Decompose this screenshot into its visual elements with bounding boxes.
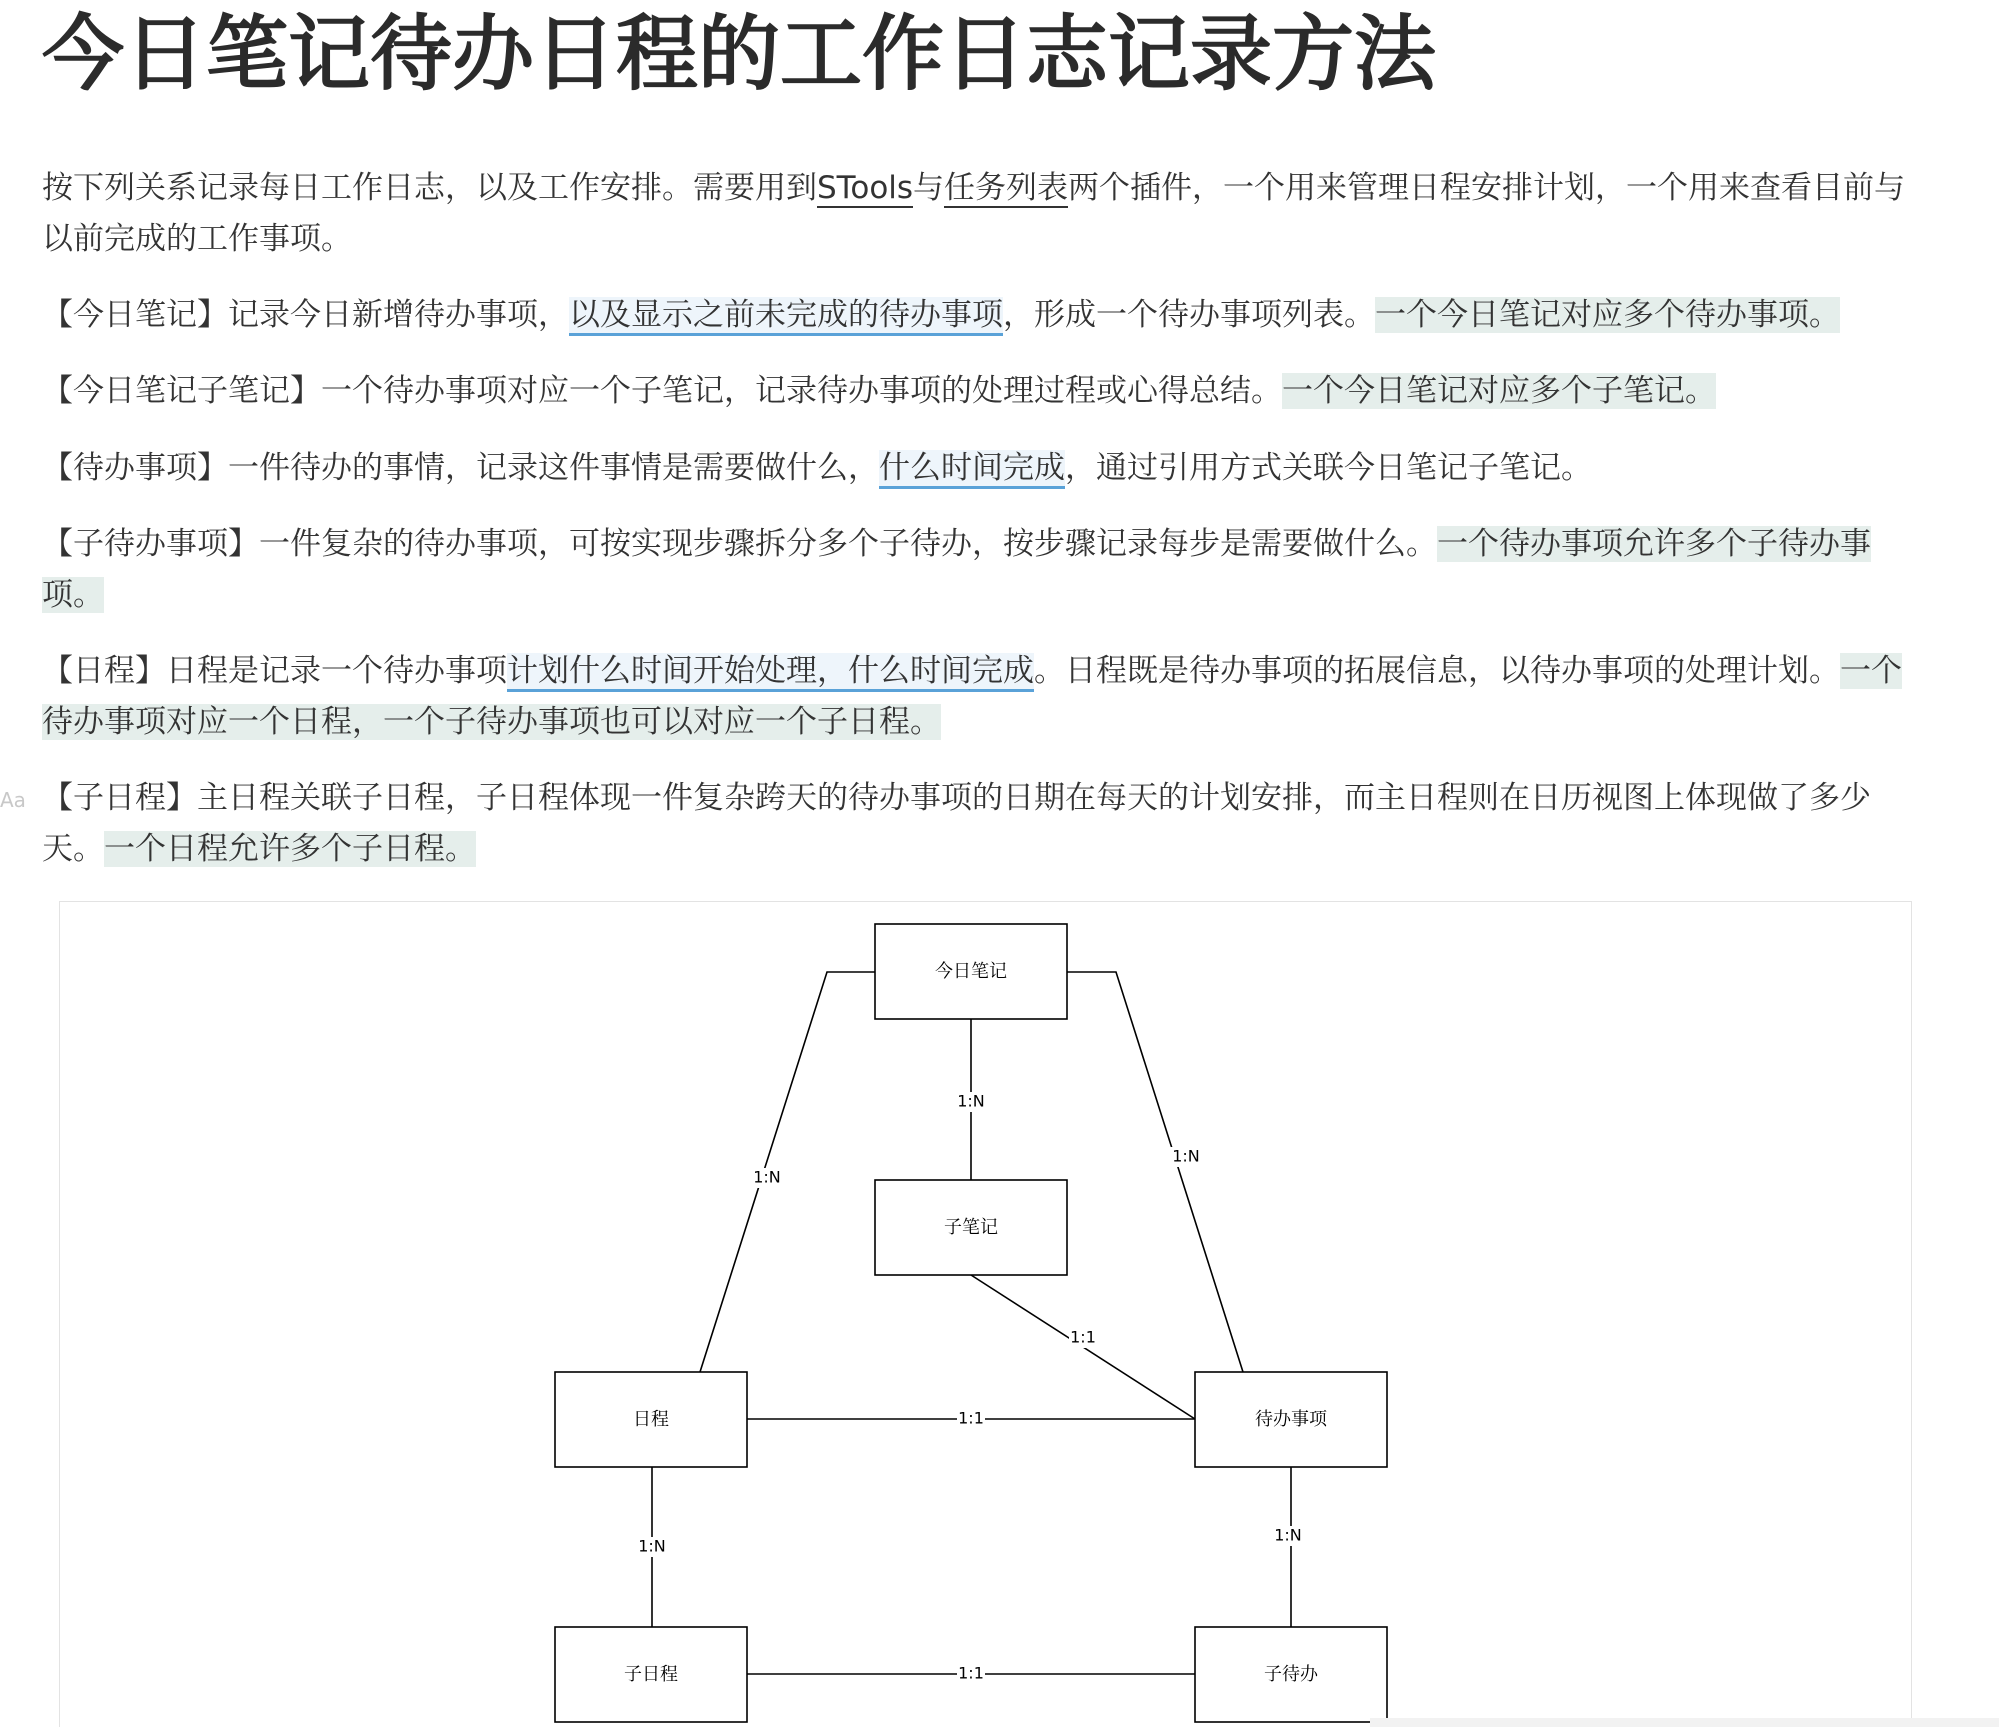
- paragraph-subtodo: [42, 519, 1932, 621]
- p5-highlight: 一个待办事项对应一个日程，一个子待办事项也可以对应一个子日程。: [42, 653, 1902, 740]
- node-todo-label: 待办事项: [1255, 1409, 1327, 1430]
- p1-highlight: 一个今日笔记对应多个待办事项。: [1375, 297, 1840, 333]
- p4-highlight: 一个待办事项允许多个子待办事项。: [42, 526, 1871, 613]
- edge-schedule-todo-label: 1:1: [958, 1408, 984, 1428]
- intro-text-2: 与: [913, 170, 945, 206]
- p1-text-2: ，形成一个待办事项列表。: [1003, 297, 1375, 333]
- text-format-icon[interactable]: Aa: [0, 788, 26, 812]
- node-today-label: 今日笔记: [935, 961, 1007, 982]
- p3-block-ref[interactable]: 什么时间完成: [879, 450, 1065, 489]
- node-subtodo-label: 子待办: [1264, 1664, 1318, 1685]
- edge-today-todo: [1067, 972, 1243, 1372]
- p5-text-2: 。日程既是待办事项的拓展信息，以待办事项的处理计划。: [1034, 653, 1840, 689]
- paragraph-todo: [42, 443, 1932, 494]
- p1-text-1: 【今日笔记】记录今日新增待办事项，: [42, 297, 569, 333]
- paragraph-schedule: [42, 646, 1932, 748]
- stools-link[interactable]: STools: [817, 170, 914, 206]
- paragraph-today-subnote: [42, 366, 1932, 417]
- bottom-scroll-shade: [1370, 1718, 1999, 1727]
- p1-block-ref[interactable]: 以及显示之前未完成的待办事项: [569, 297, 1003, 336]
- edge-subnote-todo-label: 1:1: [1070, 1327, 1096, 1347]
- edge-subschedule-subtodo-label: 1:1: [958, 1663, 984, 1683]
- relationship-diagram[interactable]: [59, 901, 1912, 1727]
- edge-today-schedule-label: 1:N: [753, 1167, 781, 1187]
- p3-text-2: ，通过引用方式关联今日笔记子笔记。: [1065, 450, 1592, 486]
- intro-text-1: 按下列关系记录每日工作日志，以及工作安排。需要用到: [42, 170, 817, 206]
- p5-text-1: 【日程】日程是记录一个待办事项: [42, 653, 507, 689]
- paragraph-today-note: [42, 290, 1932, 341]
- edge-today-schedule: [700, 972, 875, 1372]
- node-subschedule-label: 子日程: [624, 1664, 678, 1685]
- node-schedule-label: 日程: [633, 1409, 669, 1430]
- p3-text-1: 【待办事项】一件待办的事情，记录这件事情是需要做什么，: [42, 450, 879, 486]
- edge-schedule-subschedule-label: 1:N: [638, 1536, 666, 1556]
- p5-block-ref[interactable]: 计划什么时间开始处理，什么时间完成: [507, 653, 1034, 692]
- p6-highlight: 一个日程允许多个子日程。: [104, 831, 476, 867]
- intro-text-3: 两个插件，一个用来管理日程安排计划，一个用来查看目前与以前完成的工作事项。: [42, 170, 1906, 257]
- diagram-canvas: [60, 902, 1913, 1728]
- p2-text-1: 【今日笔记子笔记】一个待办事项对应一个子笔记，记录待办事项的处理过程或心得总结。: [42, 373, 1282, 409]
- task-list-link[interactable]: 任务列表: [944, 170, 1069, 206]
- edge-todo-subtodo-label: 1:N: [1274, 1525, 1302, 1545]
- page-title: 今日笔记待办日程的工作日志记录方法: [42, 7, 1437, 102]
- p4-text-1: 【子待办事项】一件复杂的待办事项，可按实现步骤拆分多个子待办，按步骤记录每步是需要做什么。: [42, 526, 1437, 562]
- intro-paragraph: [42, 163, 1932, 265]
- paragraph-subschedule: [42, 773, 1932, 875]
- p2-highlight: 一个今日笔记对应多个子笔记。: [1282, 373, 1716, 409]
- edge-today-subnote-label: 1:N: [957, 1091, 985, 1111]
- edge-today-todo-label: 1:N: [1172, 1146, 1200, 1166]
- p6-text-1: 【子日程】主日程关联子日程，子日程体现一件复杂跨天的待办事项的日期在每天的计划安排，而主日程则在日历视图上体现做了多少天。: [42, 780, 1871, 867]
- node-subnote-label: 子笔记: [944, 1217, 998, 1238]
